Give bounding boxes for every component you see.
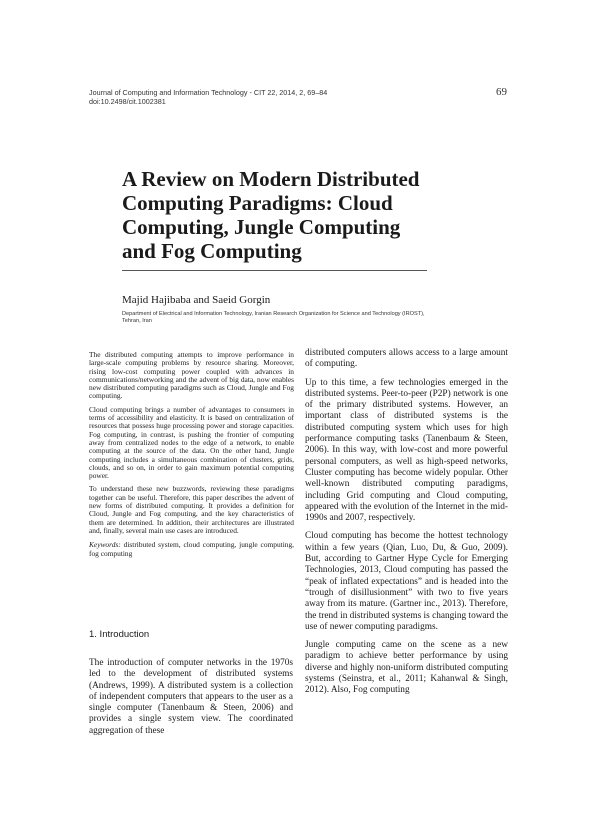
paper-title bbox=[122, 167, 452, 263]
page-number: 69 bbox=[496, 86, 507, 98]
abstract-paragraph: Cloud computing brings a number of advantages to consumers in terms of accessibility and elasticity. It is based on centralization of resources that possess huge processing power and storage capacities. Fog computing, in contrast, is pushing the frontier of computing away from centralized nodes to the edge of a network, to enable computing at the source of the data. On the other hand, Jungle computing includes a simultaneous combination of clusters, grids, clouds, and so on, in order to gain maximum potential computing power. bbox=[89, 404, 294, 481]
abstract-paragraph: The distributed computing attempts to improve performance in large-scale computing problems by resource sharing. Moreover, rising low-cost computing power coupled with advances in communications/networking and the advent of big data, now enables new distributed computing paradigms such as Cloud, Jungle and Fog computing. bbox=[89, 350, 294, 401]
affiliation bbox=[122, 311, 542, 325]
body-paragraph: Jungle computing came on the scene as a new paradigm to achieve better performance by using diverse and highly non-uniform distributed computing systems (Seinstra, et al., 2011; Kahanwal & Singh, 2012). Also, Fog computing bbox=[305, 640, 508, 696]
authors: Majid Hajibaba and Saeid Gorgin bbox=[122, 294, 271, 306]
keywords-label: Keywords: bbox=[89, 540, 121, 550]
body-paragraph: Cloud computing has become the hottest technology within a few years (Qian, Luo, Du, & Guo, 2009). But, according to Gartner Hype Cycle for Emerging Technologies, 2013, Cloud computing has passed the “peak of inflated expectations” and is headed into the “trough of disillusionment” with two to five years away from its mature. (Gartner inc., 2013). Therefore, the trend in distributed systems is changing toward the use of newer computing paradigms. bbox=[305, 531, 508, 632]
abstract-paragraph: To understand these new buzzwords, reviewing these paradigms together can be useful. Therefore, this paper describes the advent of new forms of distributed computing. It provides a definition for Cloud, Jungle and Fog computing, and the key characteristics of them are determined. In addition, their architectures are illustrated and, finally, several main use cases are introduced. bbox=[89, 484, 294, 535]
affiliation-line: Department of Electrical and Information Technology, Iranian Research Organization for Science and Technology (IROST), bbox=[122, 311, 425, 317]
keywords-text: distributed system, cloud computing, jungle computing, fog computing bbox=[89, 540, 294, 558]
title-rule bbox=[122, 270, 427, 271]
keywords bbox=[89, 541, 294, 558]
body-paragraph: distributed computers allows access to a large amount of computing. bbox=[305, 348, 508, 370]
journal-citation: Journal of Computing and Information Technology - CIT 22, 2014, 2, 69–84 bbox=[89, 88, 328, 97]
body-paragraph: Up to this time, a few technologies emerged in the distributed systems. Peer-to-peer (P2P) network is one of the primary distributed systems. However, an important class of distributed systems is the distributed computing system which uses for high performance computing tasks (Tanenbaum & Steen, 2006). In this way, with low-cost and more powerful personal computers, as well as high-speed networks, Cluster computing has become widely popular. Other well-known distributed computing paradigms, including Grid computing and Cloud computing, appeared with the evolution of the Internet in the mid-1990s and 2007, respectively. bbox=[305, 377, 508, 524]
title-line: A Review on Modern Distributed bbox=[122, 167, 420, 191]
intro-column bbox=[89, 658, 293, 744]
doi: doi:10.2498/cit.1002381 bbox=[89, 97, 166, 106]
title-line: and Fog Computing bbox=[122, 239, 302, 263]
title-line: Computing, Jungle Computing bbox=[122, 215, 401, 239]
title-line: Computing Paradigms: Cloud bbox=[122, 191, 393, 215]
abstract bbox=[89, 351, 294, 558]
right-column bbox=[305, 348, 508, 704]
intro-paragraph: The introduction of computer networks in the 1970s led to the development of distributed systems (Andrews, 1999). A distributed system is a collection of independent computers that appears to the user as a single computer (Tanenbaum & Steen, 2006) and provides a single system view. The coordinated aggregation of these bbox=[89, 658, 293, 736]
section-heading-introduction: 1. Introduction bbox=[89, 629, 150, 640]
affiliation-line: Tehran, Iran bbox=[122, 318, 152, 324]
